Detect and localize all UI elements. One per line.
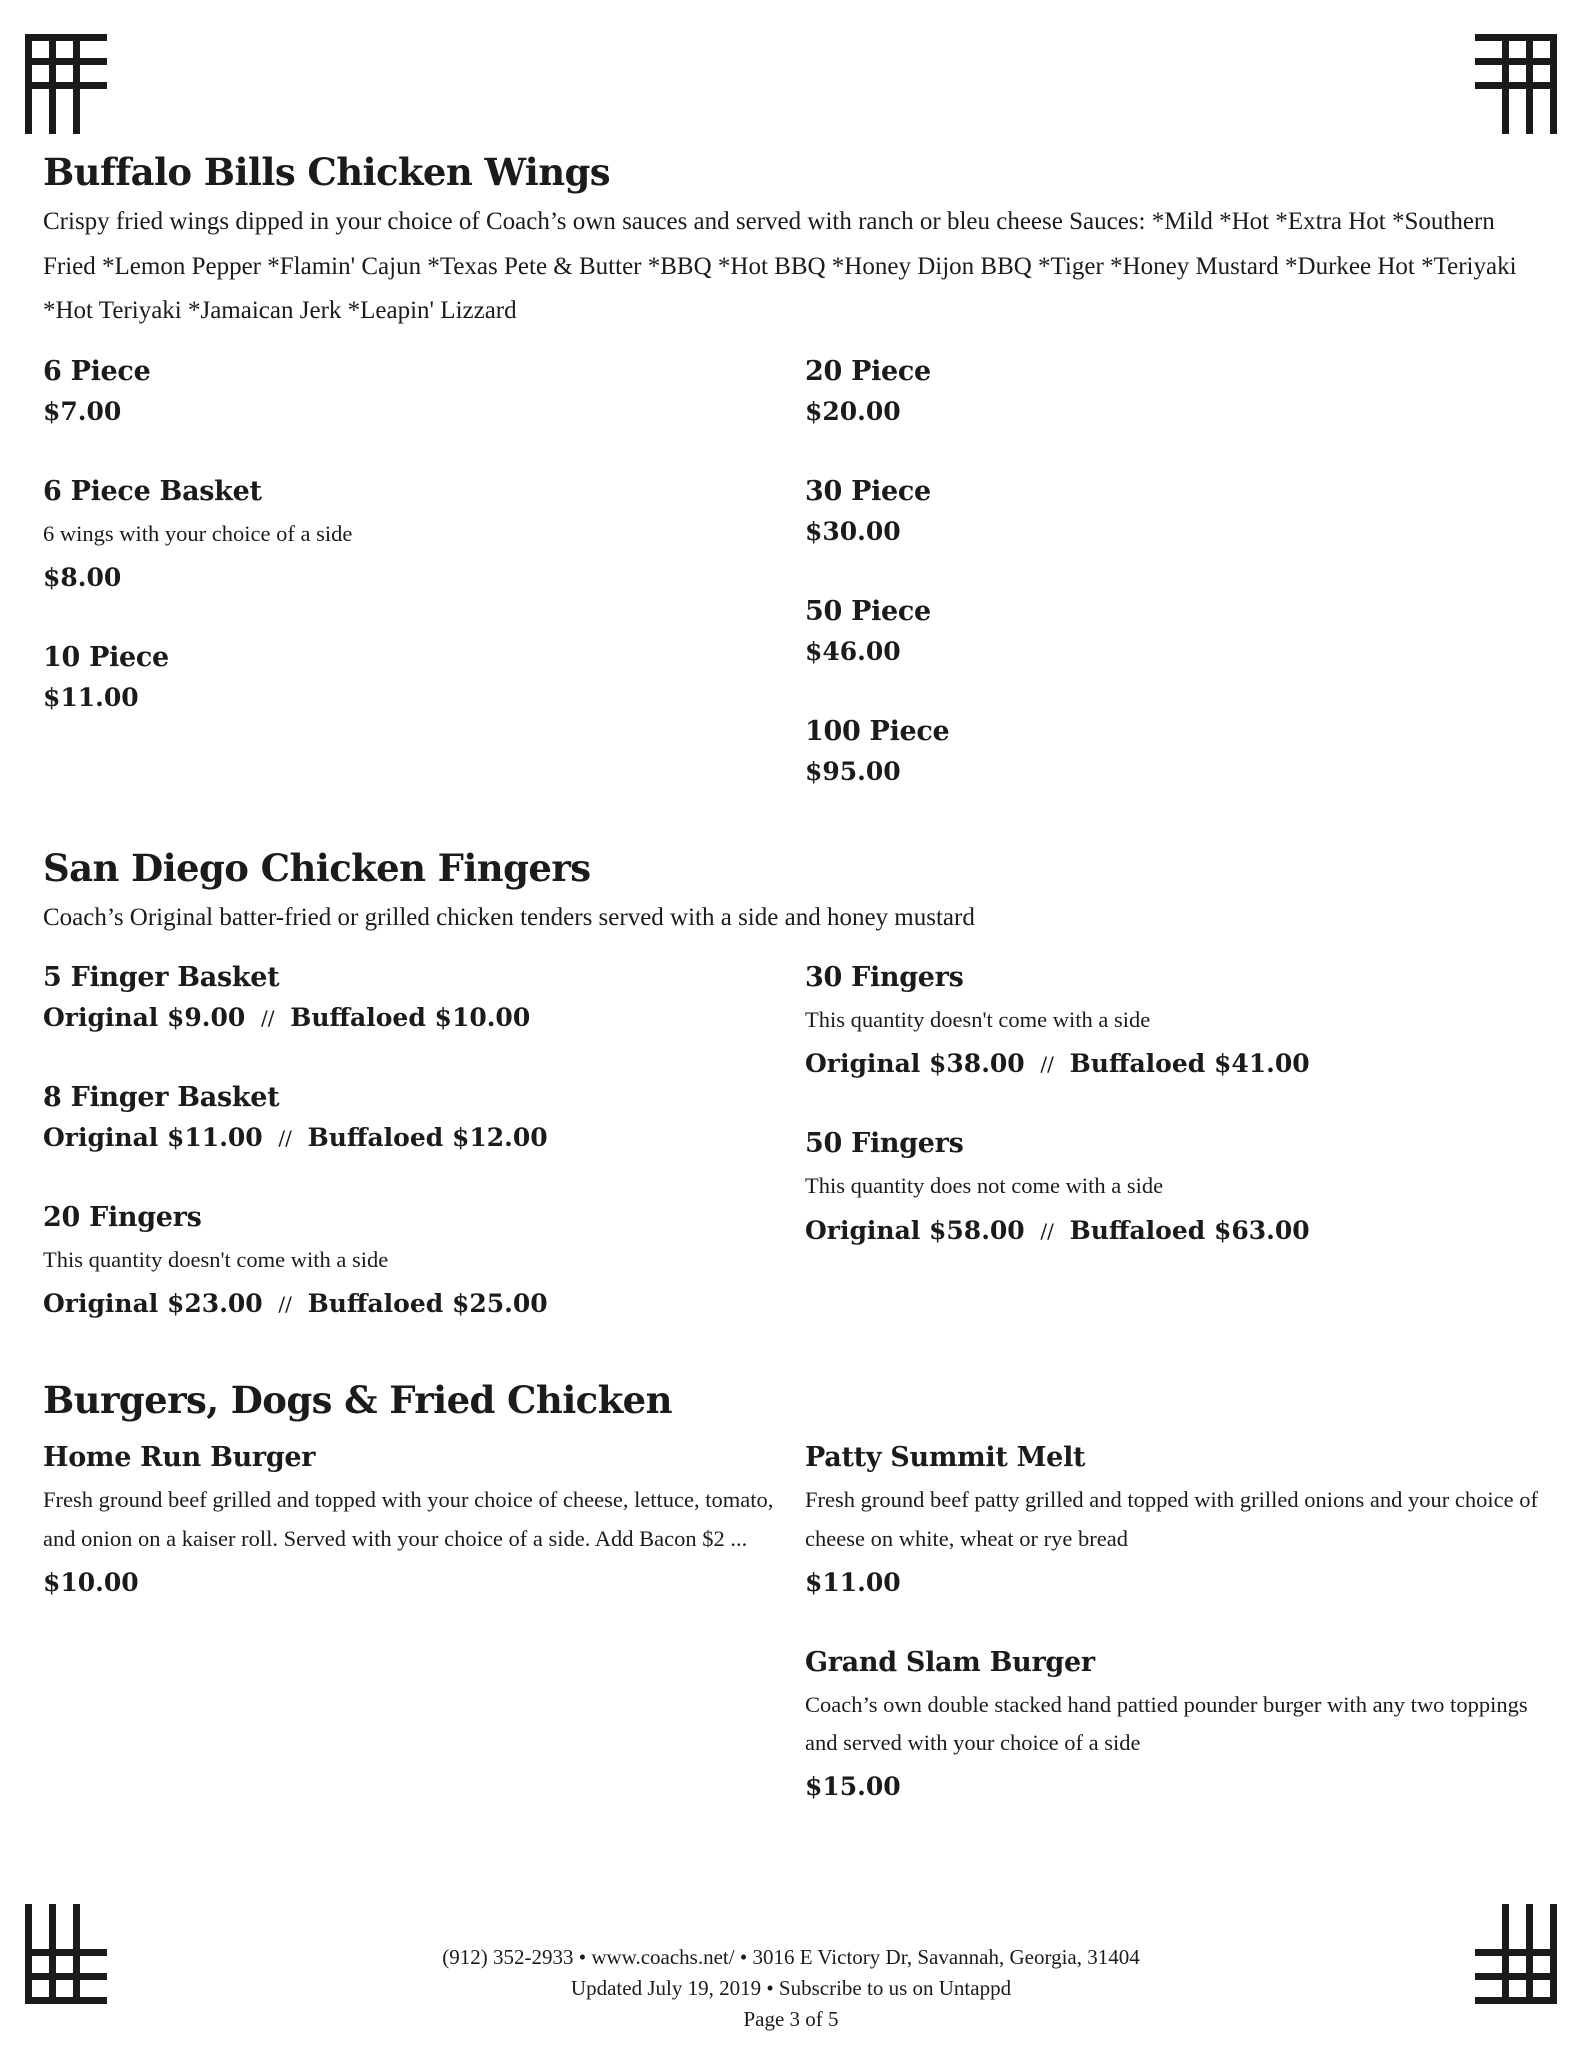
- footer-updated-line: Updated July 19, 2019 • Subscribe to us on Untappd: [570, 1976, 1012, 2001]
- item-variant-price-line: [43, 1289, 805, 1318]
- item-name: 10 Piece: [43, 641, 169, 673]
- left-column: [43, 962, 805, 1368]
- item-description: Fresh ground beef patty grilled and topped with grilled onions and your choice of cheese on white, wheat or rye bread: [805, 1487, 1538, 1551]
- item-variant-price-line: [43, 1123, 805, 1152]
- variant-price: $23.00: [167, 1289, 263, 1319]
- variant-price: $58.00: [929, 1215, 1025, 1245]
- variant-label: Buffaloed: [1069, 1215, 1206, 1245]
- menu-item: [805, 1647, 1539, 1802]
- variant-separator: //: [278, 1126, 292, 1150]
- menu-item: [43, 356, 805, 426]
- item-name: 5 Finger Basket: [43, 962, 280, 993]
- footer-contact-line: (912) 352-2933 • www.coachs.net/ • 3016 E Victory Dr, Savannah, Georgia, 31404: [442, 1945, 1140, 1970]
- item-name: 8 Finger Basket: [43, 1082, 280, 1113]
- section-burgers-dogs-fried-chicken: [43, 1378, 1539, 1851]
- item-name: 20 Fingers: [43, 1202, 202, 1233]
- section-columns: [43, 962, 1539, 1368]
- item-price: $11.00: [805, 1567, 901, 1597]
- section-buffalo-bills-chicken-wings: [43, 150, 1539, 836]
- menu-item: [805, 476, 1539, 546]
- menu-item: [805, 596, 1539, 666]
- item-price: $8.00: [43, 562, 122, 592]
- menu-item: [43, 642, 805, 712]
- variant-price: $63.00: [1213, 1215, 1310, 1245]
- item-name: Home Run Burger: [43, 1442, 316, 1474]
- footer-page-number: Page 3 of 5: [743, 2007, 839, 2032]
- page-footer: [0, 1942, 1582, 2035]
- variant-label: Buffaloed: [307, 1123, 444, 1152]
- item-description: This quantity does not come with a side: [805, 1173, 1164, 1199]
- section-title: Buffalo Bills Chicken Wings: [43, 150, 611, 194]
- section-san-diego-chicken-fingers: [43, 846, 1539, 1369]
- variant-price: $12.00: [451, 1123, 548, 1152]
- corner-grid-ornament-icon: [1475, 34, 1557, 134]
- item-price: $15.00: [805, 1772, 901, 1802]
- variant-label: Original: [43, 1289, 159, 1319]
- variant-label: Buffaloed: [307, 1289, 444, 1319]
- item-description: Fresh ground beef grilled and topped with your choice of cheese, lettuce, tomato, and onion on a kaiser roll. Served with your choice of a side. Add Bacon $2 ...: [43, 1487, 774, 1551]
- item-name: 50 Fingers: [805, 1128, 964, 1160]
- item-name: Grand Slam Burger: [805, 1646, 1095, 1678]
- menu-item: [805, 1128, 1539, 1244]
- item-name: Patty Summit Melt: [805, 1442, 1086, 1474]
- menu-item: [43, 962, 805, 1032]
- section-description: Coach’s Original batter-fried or grilled chicken tenders served with a side and honey mustard: [43, 903, 975, 931]
- variant-label: Original: [805, 1215, 921, 1245]
- menu-item: [43, 476, 805, 592]
- variant-price: $9.00: [167, 1003, 246, 1032]
- section-columns: [43, 356, 1539, 836]
- item-description: This quantity doesn't come with a side: [805, 1007, 1151, 1032]
- item-price: $11.00: [43, 682, 139, 712]
- menu-item: [43, 1082, 805, 1152]
- variant-separator: //: [1040, 1052, 1054, 1077]
- variant-separator: //: [1040, 1218, 1054, 1243]
- section-title: San Diego Chicken Fingers: [43, 845, 591, 890]
- item-name: 50 Piece: [805, 595, 931, 627]
- item-price: $20.00: [805, 396, 901, 426]
- item-description: 6 wings with your choice of a side: [43, 520, 353, 546]
- item-name: 30 Piece: [805, 475, 931, 507]
- item-price: $10.00: [43, 1567, 139, 1597]
- variant-label: Original: [43, 1003, 159, 1032]
- variant-label: Original: [43, 1123, 159, 1152]
- menu-item: [805, 356, 1539, 426]
- item-description: This quantity doesn't come with a side: [43, 1247, 389, 1272]
- item-name: 6 Piece Basket: [43, 475, 262, 507]
- variant-price: $38.00: [929, 1049, 1025, 1079]
- menu-item: [43, 1202, 805, 1318]
- menu-item: [805, 962, 1539, 1078]
- item-variant-price-line: [805, 1216, 1539, 1245]
- right-column: [805, 1442, 1539, 1851]
- variant-price: $25.00: [451, 1289, 548, 1319]
- item-price: $30.00: [805, 516, 901, 546]
- item-variant-price-line: [43, 1003, 805, 1032]
- menu-item: [43, 1442, 805, 1597]
- right-column: [805, 962, 1539, 1368]
- variant-separator: //: [278, 1292, 292, 1317]
- item-variant-price-line: [805, 1049, 1539, 1078]
- variant-price: $41.00: [1213, 1049, 1310, 1079]
- corner-grid-ornament-icon: [25, 34, 107, 134]
- item-name: 6 Piece: [43, 355, 151, 387]
- variant-price: $11.00: [167, 1123, 263, 1152]
- variant-separator: //: [261, 1006, 275, 1030]
- variant-label: Buffaloed: [290, 1003, 426, 1032]
- item-price: $7.00: [43, 396, 122, 426]
- item-description: Coach’s own double stacked hand pattied pounder burger with any two toppings and served with your choice of a side: [805, 1691, 1528, 1755]
- variant-label: Original: [805, 1049, 921, 1079]
- menu-item: [805, 1442, 1539, 1597]
- left-column: [43, 1442, 805, 1851]
- variant-label: Buffaloed: [1069, 1049, 1206, 1079]
- menu-item: [805, 716, 1539, 786]
- right-column: [805, 356, 1539, 836]
- variant-price: $10.00: [434, 1003, 531, 1032]
- section-title: Burgers, Dogs & Fried Chicken: [43, 1378, 672, 1423]
- section-description: Crispy fried wings dipped in your choice of Coach’s own sauces and served with ranch or bleu cheese Sauces: *Mild *Hot *Extra Hot *Southern Fried *Lemon Pepper *Flamin' Cajun *Texas Pete & Butter *BBQ *Hot BBQ *Honey Dijon BBQ *Tiger *Honey Mustard *Durkee Hot *Teriyaki *Hot Teriyaki *Jamaican Jerk *Leapin' Lizzard: [43, 208, 1517, 324]
- item-name: 30 Fingers: [805, 962, 964, 993]
- item-name: 20 Piece: [805, 355, 931, 387]
- section-columns: [43, 1442, 1539, 1851]
- item-name: 100 Piece: [805, 715, 950, 747]
- item-price: $95.00: [805, 756, 901, 786]
- left-column: [43, 356, 805, 836]
- item-price: $46.00: [805, 636, 901, 666]
